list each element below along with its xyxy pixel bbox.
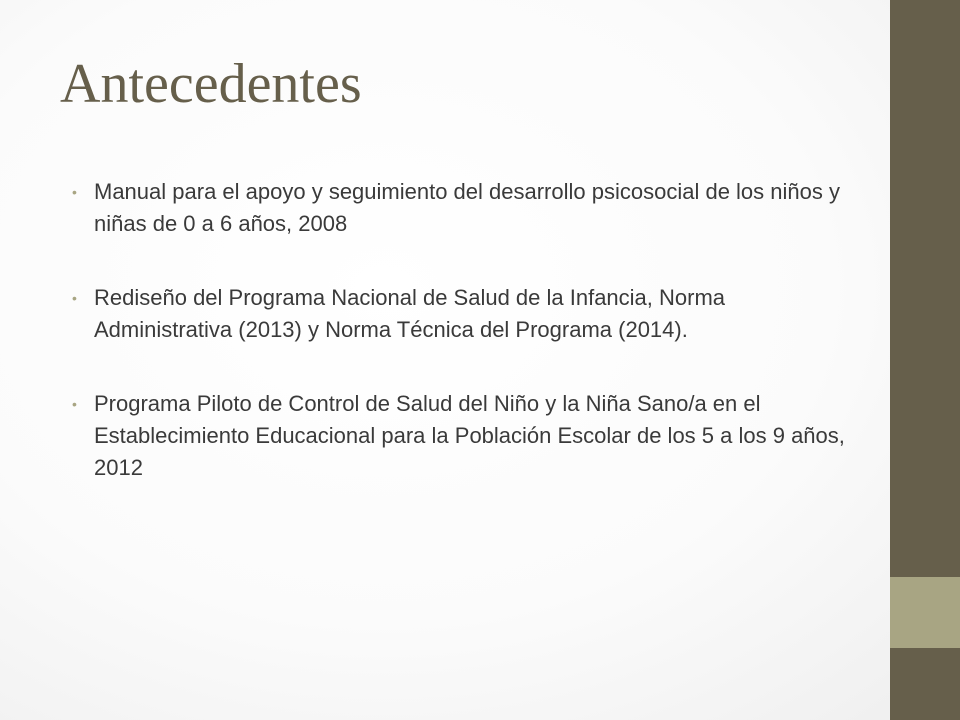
bullet-icon: • (72, 290, 77, 306)
bullet-text: Manual para el apoyo y seguimiento del desarrollo psicosocial de los niños y niñas de 0 a 6 años, 2008 (94, 179, 840, 236)
decorative-bar-bottom (890, 648, 960, 720)
bullet-text: Programa Piloto de Control de Salud del Niño y la Niña Sano/a en el Establecimiento Educacional para la Población Escolar de los 5 a los 9 años, 2012 (94, 391, 845, 480)
bullet-item (72, 282, 847, 346)
bullet-icon: • (72, 184, 77, 200)
bullet-text: Rediseño del Programa Nacional de Salud de la Infancia, Norma Administrativa (2013) y Norma Técnica del Programa (2014). (94, 285, 726, 342)
decorative-bar-top (890, 0, 960, 577)
slide-title: Antecedentes (60, 53, 362, 115)
bullet-list (72, 176, 847, 484)
decorative-bar-middle (890, 577, 960, 648)
bullet-item (72, 388, 847, 484)
bullet-icon: • (72, 396, 77, 412)
bullet-item (72, 176, 847, 240)
